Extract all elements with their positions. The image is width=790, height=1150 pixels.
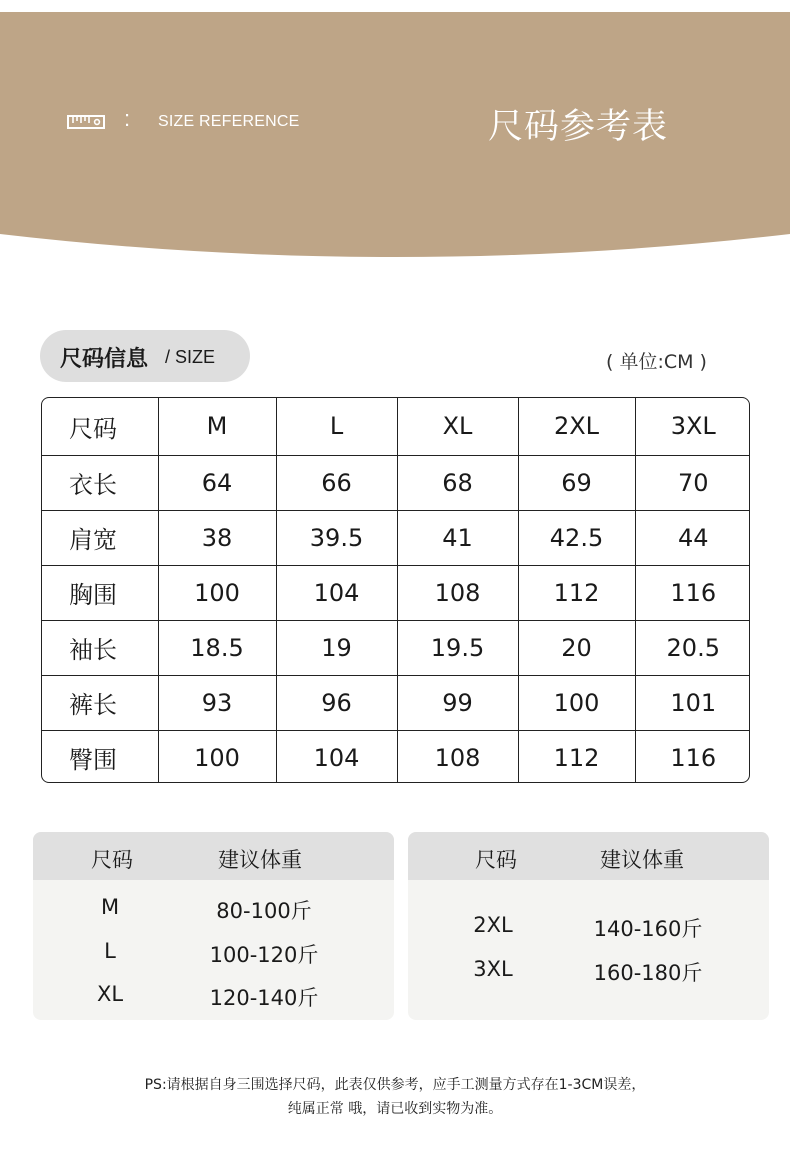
table-cell: 101 — [635, 675, 750, 730]
row-label: 臀围 — [42, 730, 158, 783]
table-row — [42, 510, 750, 565]
table-cell: 69 — [518, 455, 635, 510]
table-header-cell: 3XL — [635, 398, 750, 455]
table-cell: 93 — [158, 675, 276, 730]
size-info-label-en: / SIZE — [165, 347, 216, 367]
table-cell: 112 — [518, 565, 635, 620]
unit-label: ( 单位:CM ) — [606, 351, 707, 373]
table-cell: 68 — [397, 455, 518, 510]
table-cell: 96 — [276, 675, 397, 730]
table-cell: 100 — [518, 675, 635, 730]
weight-size-cell: L — [104, 939, 116, 963]
row-label: 裤长 — [42, 675, 158, 730]
weight-size-cell: 2XL — [473, 913, 513, 937]
weight-table-header — [33, 832, 394, 880]
table-cell: 108 — [397, 565, 518, 620]
weight-value-cell: 80-100斤 — [216, 899, 312, 923]
weight-header-weight: 建议体重 — [218, 848, 302, 872]
table-cell: 19 — [276, 620, 397, 675]
size-info-label: 尺码信息 — [60, 347, 149, 372]
size-table — [41, 397, 750, 783]
table-cell: 116 — [670, 743, 717, 772]
table-cell: 39.5 — [276, 510, 397, 565]
weight-header-size: 尺码 — [475, 848, 517, 872]
table-cell: 104 — [276, 565, 397, 620]
table-cell: 100 — [158, 730, 276, 783]
table-cell: 41 — [397, 510, 518, 565]
table-cell: 20 — [518, 620, 635, 675]
weight-header-weight: 建议体重 — [600, 848, 684, 872]
table-cell: 18.5 — [158, 620, 276, 675]
measurement-note — [0, 1073, 790, 1121]
weight-table-left — [33, 832, 394, 1020]
row-label: 肩宽 — [42, 510, 158, 565]
table-cell: 64 — [158, 455, 276, 510]
table-cell: 108 — [397, 730, 518, 783]
table-row — [42, 620, 750, 675]
weight-table-header — [408, 832, 769, 880]
table-cell: 70 — [635, 455, 750, 510]
row-label: 胸围 — [42, 565, 158, 620]
table-row — [42, 565, 750, 620]
ruler-icon — [67, 114, 105, 130]
note-line-2: 纯属正常 哦，请已收到实物为准。 — [287, 1101, 503, 1117]
table-header-cell: M — [158, 398, 276, 455]
table-cell: 112 — [518, 730, 635, 783]
row-label: 衣长 — [42, 455, 158, 510]
table-row — [42, 730, 750, 783]
weight-value-cell: 100-120斤 — [209, 943, 319, 967]
table-cell: 38 — [158, 510, 276, 565]
table-header-cell: L — [276, 398, 397, 455]
weight-header-size: 尺码 — [91, 848, 133, 872]
header-colon: : — [124, 106, 131, 131]
weight-table-right — [408, 832, 769, 1020]
note-line-1: PS:请根据自身三围选择尺码，此表仅供参考，应手工测量方式存在1-3CM误差， — [144, 1077, 646, 1093]
table-header-cell: XL — [397, 398, 518, 455]
table-cell: 99 — [397, 675, 518, 730]
weight-size-cell: M — [100, 895, 120, 919]
weight-size-cell: 3XL — [473, 957, 513, 981]
table-header-cell: 2XL — [518, 398, 635, 455]
table-cell: 100 — [158, 565, 276, 620]
header-subtitle: SIZE REFERENCE — [158, 113, 300, 130]
weight-value-cell: 120-140斤 — [209, 986, 319, 1010]
table-cell: 116 — [635, 565, 750, 620]
table-header-cell: 尺码 — [42, 398, 158, 455]
weight-value-cell: 140-160斤 — [593, 917, 703, 941]
table-cell: 19.5 — [397, 620, 518, 675]
table-cell: 44 — [635, 510, 750, 565]
page-title: 尺码参考表 — [488, 107, 669, 147]
table-row — [42, 675, 750, 730]
weight-size-cell: XL — [96, 982, 124, 1006]
table-cell: 42.5 — [518, 510, 635, 565]
header-banner — [0, 12, 790, 262]
table-cell: 20.5 — [635, 620, 750, 675]
table-cell: 66 — [276, 455, 397, 510]
row-label: 袖长 — [42, 620, 158, 675]
weight-value-cell: 160-180斤 — [593, 961, 703, 985]
table-header-row — [42, 398, 750, 455]
table-cell: 104 — [276, 730, 397, 783]
table-row — [42, 455, 750, 510]
